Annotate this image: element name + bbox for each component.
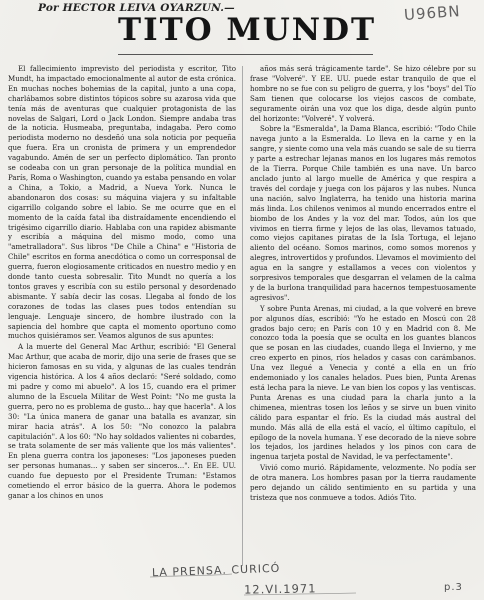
right-paragraph-3: Y sobre Punta Arenas, mi ciudad, a la que volveré en breve por algunos días, escribió: "Yo he estado en Moscú con 28 grados bajo cero; en París con 10 y en Madrid con 8. Me conozco toda la poesía que se oculta en los guantes blancos que se posan en las ciudades, cuando llega el Invierno, y me creo experto en pinos, ríos helados y casas con carámbanos. Una vez llegué a Venecia y conté a ella en un frío endemoniado y los canales helados. Pues bien, Punta Arenas está lecha para la nieve. Le van bien los copos y las ventiscas. Punta Arenas es una ciudad para la charla junto a la chimenea, mientras tosen los leños y se sirve un buen vinito cálido para espantar el frío. Es la ciudad más austral del mundo. Más allá de ella está el vacío, el último capítulo, el epílogo de la novela humana. Y ese decorado de la nieve sobre los tejados, los jardines helados y los pinos con cara de ingenua tarjeta postal de Navidad, le va perfectamente". [250,303,476,462]
handwritten-date: 12.VI.1971 [243,581,317,597]
handwritten-page-ref: p.3 [444,582,463,593]
handwritten-source: LA PRENSA. CURICÓ [151,561,281,580]
byline: Por HECTOR LEIVA OYARZUN.— [38,2,235,14]
right-paragraph-4: Vivió como murió. Rápidamente, velozmente. No podía ser de otra manera. Los hombres pasan por la tierra raudamente pero dejando un cálido sentimiento en su partida y una tristeza que nos conmueve a todos. Adiós Tito. [250,463,476,502]
title-rule [118,54,373,55]
handwritten-reference: U96BN [403,2,462,24]
right-paragraph-2: Sobre la "Esmeralda", la Dama Blanca, escribió: "Todo Chile navega junto a la Esmeralda. Lo lleva en la carne y en la sangre, y siente como una vela más cuando se sale de su tierra y parte a estrechar lejanas manos en los lugares más remotos de la Tierra. Porque Chile también es una nave. Un barco anclado junto al largo muelle de América y que respira a través del cordaje y juega con los pájaros y las nubes. Nunca una nación, salvo Inglaterra, ha tenido una historia marina más linda. Los chilenos venimos al mundo encerrados entre el biombo de los Andes y la voz del mar. Todos, aún los que vivimos en tierra firme y lejos de las olas, llevamos tatuado, como viejos capitanes piratas de la Isla Tortuga, el lejano aliento del océano. Somos marinos, como somos morenos y alegres, introvertidos y profundos. Llevamos el movimiento del agua en la sangre y estallamos a veces con violentos y sorpresivos temporales que desgarran el velamen de la calma y de la burlona tranquilidad para hacernos tempestuosamente agresivos". [250,124,476,302]
left-paragraph-1: El fallecimiento imprevisto del periodista y escritor, Tito Mundt, ha impactado emocionalmente al autor de esta crónica. En muchas noches bohemias de la capital, junto a una copa, charlábamos sobre distintos tópicos sobre su azarosa vida que tenía más de aventuras que cualquier protagonista de las novelas de Salgari, Lord o Jack London. Siempre andaba tras de la noticia. Husmeaba, preguntaba, indagaba. Pero como periodista moderno no desdeñó una sola noticia por pequeña que fuera. Era un cronista de primera y un emprendedor vagabundo. Amén de ser un perfecto diplomático. Tan pronto se codeaba con un gran personaje de la política mundial en París, Roma o Washington, cuando ya estaba pensando en volar a China, a Tokio, a Madrid, a Nueva York. Nunca le abandonaron dos cosas: su máquina viajera y su infaltable cigarrillo colgando sobre el labio. Se me ocurre que en el momento de la caída fatal iba distraídamente encendiendo el trigésimo cigarrillo diario. Hablaba con una rapidez abismante y escribía a máquina del mismo modo, como una "ametralladora". Sus libros "De Chile a China" e "Historia de Chile" escritos en forma anecdótica o como un corresponsal de guerra, fueron elogiosamente criticados en nuestro medio y en donde tanto cuesta sobresalir. Tito Mundt no quería a los tontos graves y escribía con su estilo personal y desordenado abismante. Y sabía decir las cosas. Llegaba al fondo de los corazones de todas las clases pues todos entendían su lenguaje. Lenguaje sincero, de hombre ilustrado con la sapiencia del hombre que capta el momento oportuno como muchos quisiéramos ser. Veamos algunos de sus apuntes: [8,64,236,341]
column-divider [242,66,243,566]
right-paragraph-1: años más será trágicamente tarde". Se hizo célebre por su frase "Volveré". Y EE. UU. puede estar tranquilo de que el hombre no se fue con su peligro de guerra, y los "boys" del Tío Sam tienen que colocarse los viejos cascos de combate, seguramente oirán una voz que los diga, desde algún punto del horizonte: "Volveré". Y volverá. [250,64,476,123]
article-title: TITO MUNDT [118,12,377,48]
left-paragraph-2: A la muerte del General Mac Arthur, escribió: "El General Mac Arthur, que acaba de morir, dijo una serie de frases que se hicieron famosas en su vida, y algunas de las cuales tendrán vigencia histórica. A los 4 años declaró: "Seré soldado, como mi padre y como mi abuelo". A los 15, cuando era el primer alumno de la Escuela Militar de West Point: "No me gusta la guerra, pero no es problema de gusto... hay que hacerla". A los 30: "La única manera de ganar una batalla es avanzar, sin mirar hacia atrás". A los 50: "No conozco la palabra capitulación". A los 60: "No hay soldados valientes ni cobardes, se trata solamente de ser más valiente que los más valientes". En plena guerra contra los japoneses: "Los japoneses pueden ser personas humanas... y saben ser sinceros...". En EE. UU. cuando fue depuesto por el Presidente Truman: "Estamos cometiendo el error básico de la guerra. Ahora le podemos ganar a los chinos en unos [8,342,236,500]
left-column [8,64,236,568]
right-column [250,64,476,590]
